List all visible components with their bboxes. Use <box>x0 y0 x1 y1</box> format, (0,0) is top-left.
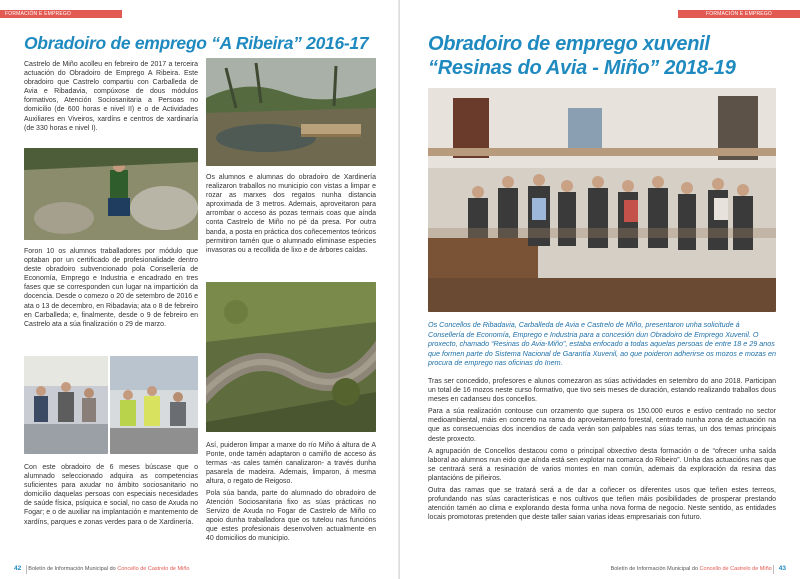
photo-stream-path <box>206 282 376 432</box>
paragraph: Outra das ramas que se tratará será a de dar a coñecer os diferentes usos que teñen estes terreos, profundando nas súas características e nos cultivos que teñen máis posibilidades de prosperar prestando atención tamén ao clima e explorando desta forma unha nova forma de negocio. Neste sentido, as entidades locais promotoras pretenden que deste taller saian varias ideas empresariais con futuro. <box>428 487 776 522</box>
photo-caption: Os Concellos de Ribadavia, Carballeda de Avia e Castrelo de Miño, presentaron unha solicitude á Consellería de Economía, Emprego e Industria para a concesión dun Obradoiro de Emprego Xuvenil. O proxecto, chamado “Resinas do Avia-Miño”, estaba enfocado a todas aquelas persoas de entre 18 e 29 anos que formen parte do Sistema Nacional de Garantía Xuvenil, ao que poideron adherirse os mozos e mozas en procura de emprego nas oficinas do Inem. <box>428 320 776 368</box>
article-column-1-closing <box>24 463 198 527</box>
footer-municipality: Concello de Castrelo de Miño <box>699 566 772 572</box>
article-column-2-bottom <box>206 489 376 544</box>
page-footer <box>14 565 189 572</box>
page-footer <box>611 565 786 572</box>
paragraph: Pola súa banda, parte do alumnado do obradoiro de Atención Sociosanitaria fixo as súas prácticas no Servizo de Axuda no Fogar de Castrelo de Miño co apoio dunha traballadora que os tutelou nas funcións que estes profesionais desenvolven actualmente en 40 domicilios do municipio. <box>206 490 376 543</box>
page-number: 43 <box>778 565 786 572</box>
photo-wooden-bridge <box>206 58 376 166</box>
footer-text: Boletín de Información Municipal do <box>610 566 699 572</box>
paragraph: A agrupación de Concellos destacou como o principal obxectivo desta formación o de “ofrecer unha saída laboral ao alumnos nun eido que aínda está sen explotar na comarca do Ribeiro”. Unha das actuacións nas que se centrará será a resinación de varios montes en man común, ademais da exploración da resina das plantacións de piñeiros. <box>428 447 776 482</box>
footer-divider <box>26 565 27 574</box>
article-column-2-top <box>206 173 376 255</box>
photo-garden-worker <box>24 148 198 240</box>
section-tag: FORMACIÓN E EMPREGO <box>678 10 800 18</box>
article-column-1-body <box>24 247 198 329</box>
page-title: Obradoiro de emprego “A Ribeira” 2016-17 <box>24 33 369 53</box>
paragraph: Foron 10 os alumnos traballadores por módulo que optaban por un certificado de profesionalidade dentro deste obradoiro subvencionado pola Consellería de Economía, Emprego e Industria e encadrado en tres fases que se corresponden cun lugar na impartición da docencia. Desde o comezo o 20 de setembro de 2016 e ata o 13 de decembro, en Ribadavia; ata o 8 de febreiro en Carballeda; e, finalmente, desde o 9 de febreiro en Castrelo ata a súa finalización o 29 de marzo. <box>24 248 198 328</box>
title-line-1: Obradoiro de emprego xuvenil <box>428 33 710 55</box>
footer-text: Boletín de Información Municipal do <box>28 566 116 572</box>
page-number: 42 <box>14 565 22 572</box>
article-column-2-middle <box>206 441 376 486</box>
photo-training-session <box>110 356 198 454</box>
paragraph: Con este obradoiro de 6 meses búscase que o alumnado seleccionado adquira as competencias suficientes para axudar no ámbito sociosanitario no domicilio daquelas persoas con especiais necesidades de saúde física, psíquica e social, no caso de Axuda no Fogar; e o de auxiliar na implantación e mantemento de xardíns, parques e zonas verdes para o de Xardinería. <box>24 464 198 526</box>
paragraph: Tras ser concedido, profesores e alunos comezaron as súas actividades en setembro do ano 2018. Participan un total de 16 mozos neste curso formativo, que tivo seis meses de duración, estando realizando traballos dous meses en cadanseu dos concellos. <box>428 378 776 404</box>
footer-municipality: Concello de Castrelo de Miño <box>117 566 190 572</box>
page-title <box>428 32 736 80</box>
photo-group-presentation <box>428 88 776 312</box>
paragraph: Así, puideron limpar a marxe do río Miño á altura de A Ponte, onde tamén adaptaron o camiño de acceso ás termas -as cales tamén canalizaron- a través dunha pasarela de madeira. Ademais, limparon, á mesma altura, o regato de Reigoso. <box>206 442 376 486</box>
footer-divider <box>773 565 774 574</box>
title-line-2: “Resinas do Avia - Miño” 2018-19 <box>428 57 736 79</box>
photo-class-practice <box>24 356 108 454</box>
article-column-1-intro <box>24 60 198 133</box>
article-body <box>428 377 776 522</box>
section-tag: FORMACIÓN E EMPREGO <box>0 10 122 18</box>
paragraph: Castrelo de Miño acolleu en febreiro de 2017 a terceira actuación do Obradoiro de Emprego A Ribeira. Este obradoiro que Castrelo compartiu con Carballeda de Avia e Ribadavia, compúxose de dous módulos formativos, Atención Sociosanitaria a Persoas no domicilio (de 600 horas e nivel II) e o de Actividades Auxiliares en Viveiros, xardíns e centros de xardinaría (de 330 horas e nivel I). <box>24 61 198 132</box>
paragraph: Para a súa realización contouse cun orzamento que supera os 150.000 euros e estivo centrado no sector medioambiental, máis en concreto na rama do aproveitamento forestal, centrado nunha zona de actuación na que as consecuencias dos incendios de cada verán son palpables nas súas terras, un dos temas principais deste proxecto. <box>428 408 776 443</box>
paragraph: Os alumnos e alumnas do obradoiro de Xardinería realizaron traballos no municipio con vistas a limpar e rozar as marxes dos regatos nunha distancia aproximada de 3 metros. Ademais, aproveitaron para arrombar o acceso ás pozas termais coas que aínda conta Castrelo de Miño no pé da presa. Por outra banda, a posta en práctica dos coñecementos teóricos permitiron tamén que o alumnado eliminase especies invasoras ou a recollida de lixo e de árbores caídas. <box>206 174 376 254</box>
